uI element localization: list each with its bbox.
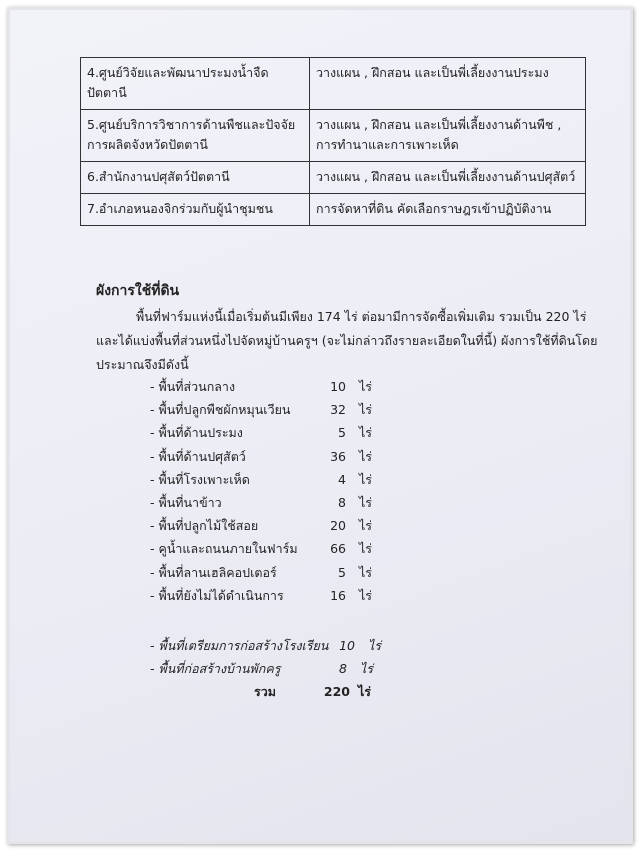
- table-row: [81, 162, 586, 194]
- land-use-unit: ไร่: [359, 518, 373, 534]
- land-use-value: 220: [323, 684, 350, 699]
- land-use-item: [10, 586, 630, 606]
- land-use-unit: ไร่: [360, 661, 374, 676]
- land-use-item: [10, 470, 630, 490]
- land-use-unit: ไร่: [359, 448, 373, 464]
- org-cell: 7.อำเภอหนองจิกร่วมกับผู้นำชุมชน: [81, 194, 310, 226]
- land-use-label: - พื้นที่โรงเพาะเห็ด: [150, 471, 250, 487]
- land-use-unit: ไร่: [359, 541, 373, 557]
- land-use-item: [10, 659, 630, 679]
- land-use-item: [10, 539, 630, 559]
- land-use-unit: ไร่: [359, 471, 373, 487]
- photo-frame: [7, 7, 633, 844]
- role-cell: วางแผน , ฝึกสอน และเป็นพี่เลี้ยงงานประมง: [310, 58, 586, 110]
- role-cell: วางแผน , ฝึกสอน และเป็นพี่เลี้ยงงานด้านปศุสัตว์: [310, 162, 586, 194]
- org-cell: 4.ศูนย์วิจัยและพัฒนาประมงน้ำจืดปัตตานี: [81, 58, 310, 110]
- land-use-value: 66: [330, 541, 346, 557]
- land-use-label: - พื้นที่นาข้าว: [150, 495, 222, 510]
- land-use-unit: ไร่: [368, 638, 382, 653]
- land-use-unit: ไร่: [359, 587, 373, 603]
- intro-paragraph: [96, 305, 601, 377]
- land-use-label: - พื้นที่ด้านปศุสัตว์: [150, 448, 246, 464]
- land-use-value: 4: [338, 471, 346, 487]
- land-use-unit: ไร่: [359, 425, 373, 441]
- land-use-item: [10, 493, 630, 513]
- table-row: [81, 194, 586, 226]
- table-row: [81, 58, 586, 110]
- land-use-item: [10, 400, 630, 420]
- land-use-item: [10, 377, 630, 397]
- land-use-unit: ไร่: [359, 564, 373, 580]
- land-use-value: 32: [330, 402, 346, 418]
- land-use-unit: ไร่: [359, 379, 373, 394]
- role-cell: การจัดหาที่ดิน คัดเลือกราษฎรเข้าปฏิบัติงาน: [310, 194, 586, 226]
- section-heading: ผังการใช้ที่ดิน: [96, 283, 180, 299]
- land-use-value: 5: [338, 425, 346, 441]
- land-use-label: - พื้นที่ปลูกพืชผักหมุนเวียน: [150, 402, 291, 418]
- land-use-label: - คูน้ำและถนนภายในฟาร์ม: [150, 541, 298, 557]
- land-use-value: 10: [330, 379, 346, 394]
- land-use-label: - พื้นที่ยังไม่ได้ดำเนินการ: [150, 587, 284, 603]
- land-use-unit: ไร่: [359, 402, 373, 418]
- land-use-label: - พื้นที่ก่อสร้างบ้านพักครู: [150, 661, 281, 676]
- responsibility-table: [80, 57, 586, 226]
- land-use-item: [10, 682, 630, 702]
- land-use-value: 10: [339, 638, 355, 653]
- land-use-label: - พื้นที่เตรียมการก่อสร้างโรงเรียน: [150, 638, 329, 653]
- paragraph-text: พื้นที่ฟาร์มแห่งนี้เมื่อเริ่มต้นมีเพียง 174 ไร่ ต่อมามีการจัดซื้อเพิ่มเติม รวมเป็น 220 ไร่ และได้แบ่งพื้นที่ส่วนหนึ่งไปจัดหมู่บ้านครูฯ (จะไม่กล่าวถึงรายละเอียดในที่นี้) ผังการใช้ที่ดินโดยประมาณจึงมีดังนี้: [96, 309, 598, 372]
- land-use-item: [10, 636, 630, 656]
- org-cell: 6.สำนักงานปศุสัตว์ปัตตานี: [81, 162, 310, 194]
- land-use-label: รวม: [254, 684, 276, 699]
- land-use-value: 5: [338, 564, 346, 580]
- land-use-item: [10, 563, 630, 583]
- land-use-value: 8: [339, 661, 347, 676]
- land-use-label: - พื้นที่ปลูกไม้ใช้สอย: [150, 518, 259, 534]
- org-cell: 5.ศูนย์บริการวิชาการด้านพืชและปัจจัยการผลิตจังหวัดปัตตานี: [81, 110, 310, 162]
- table-row: [81, 110, 586, 162]
- land-use-label: - พื้นที่ลานเฮลิคอปเตอร์: [150, 564, 277, 580]
- land-use-item: [10, 516, 630, 536]
- document-page: [10, 10, 630, 841]
- land-use-unit: ไร่: [359, 495, 373, 510]
- land-use-unit: ไร่: [358, 684, 372, 699]
- role-cell: วางแผน , ฝึกสอน และเป็นพี่เลี้ยงงานด้านพืช , การทำนาและการเพาะเห็ด: [310, 110, 586, 162]
- land-use-value: 20: [330, 518, 346, 534]
- land-use-label: - พื้นที่ส่วนกลาง: [150, 379, 236, 394]
- land-use-value: 36: [330, 448, 346, 464]
- land-use-value: 8: [338, 495, 346, 510]
- land-use-value: 16: [330, 587, 346, 603]
- land-use-item: [10, 423, 630, 443]
- land-use-label: - พื้นที่ด้านประมง: [150, 425, 243, 441]
- land-use-item: [10, 447, 630, 467]
